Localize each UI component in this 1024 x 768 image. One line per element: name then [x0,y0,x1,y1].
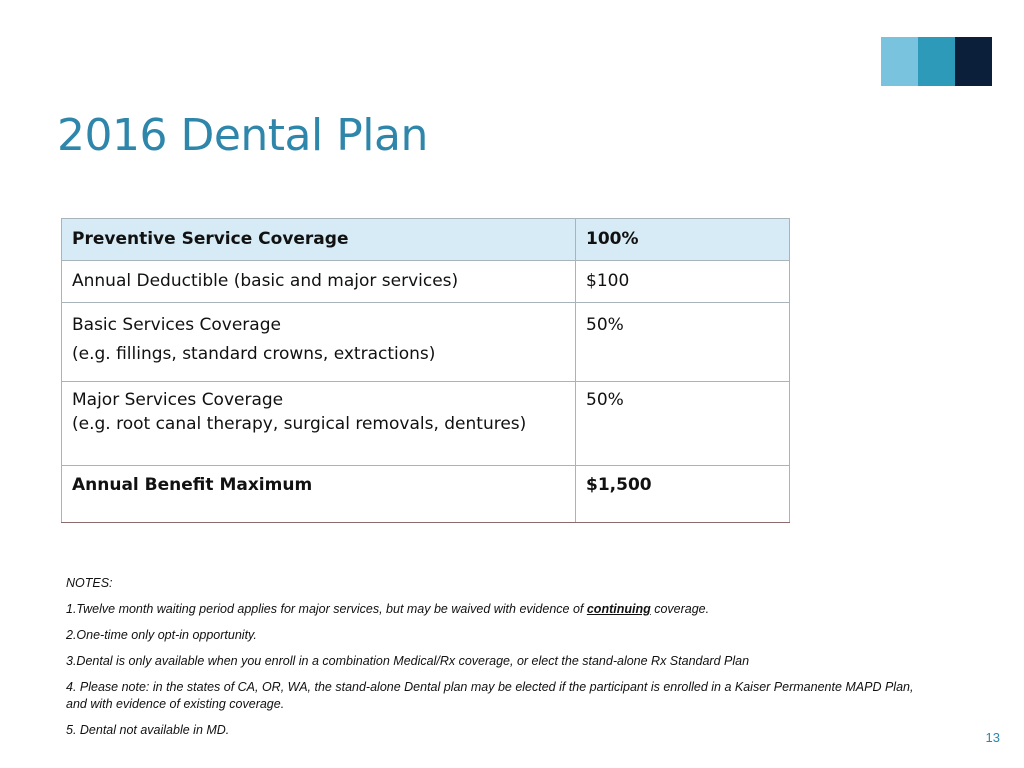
notes-heading: NOTES: [66,576,113,590]
dental-plan-table [61,218,790,523]
row-label: Annual Deductible (basic and major services) [72,271,459,291]
accent-block-light [881,37,918,86]
note-5: 5. Dental not available in MD. [66,723,230,737]
note-1-emphasis: continuing [586,602,651,616]
note-1-text: 1.Twelve month waiting period applies for major services, but may be waived with evidence of [66,602,587,616]
table-row [62,466,790,523]
row-value: $1,500 [586,475,652,495]
table-cell-value [576,466,790,523]
table-row [62,382,790,466]
accent-block-mid [918,37,955,86]
row-label: Basic Services Coverage [72,315,281,335]
page-number: 13 [985,730,1000,745]
notes-section [66,575,926,748]
table-cell-label [62,219,576,261]
table-cell-label [62,303,576,382]
table-row [62,219,790,261]
row-label: Preventive Service Coverage [72,229,349,249]
row-label: Annual Benefit Maximum [72,475,313,495]
row-value: 50% [586,315,624,335]
table-row [62,303,790,382]
table-cell-value [576,219,790,261]
row-sublabel: (e.g. root canal therapy, surgical removals, dentures) [72,414,527,434]
accent-blocks [881,37,992,86]
row-sublabel: (e.g. fillings, standard crowns, extractions) [72,344,436,364]
note-3: 3.Dental is only available when you enroll in a combination Medical/Rx coverage, or elect the stand-alone Rx Standard Plan [66,654,750,668]
table-cell-label [62,261,576,303]
row-label: Major Services Coverage [72,390,284,410]
note-1-tail: coverage. [650,602,710,616]
page-title: 2016 Dental Plan [57,110,428,161]
table-cell-value [576,382,790,466]
row-value: $100 [586,271,630,291]
note-1 [66,601,926,618]
note-2: 2.One-time only opt-in opportunity. [66,628,257,642]
table-cell-label [62,382,576,466]
row-value: 50% [586,390,624,410]
table-cell-value [576,261,790,303]
table-cell-label [62,466,576,523]
accent-block-dark [955,37,992,86]
table-cell-value [576,303,790,382]
row-value: 100% [586,229,639,249]
note-4: 4. Please note: in the states of CA, OR, WA, the stand-alone Dental plan may be elected if the participant is enrolled in a Kaiser Permanente MAPD Plan, and with evidence of existing coverage. [66,680,914,711]
table-row [62,261,790,303]
